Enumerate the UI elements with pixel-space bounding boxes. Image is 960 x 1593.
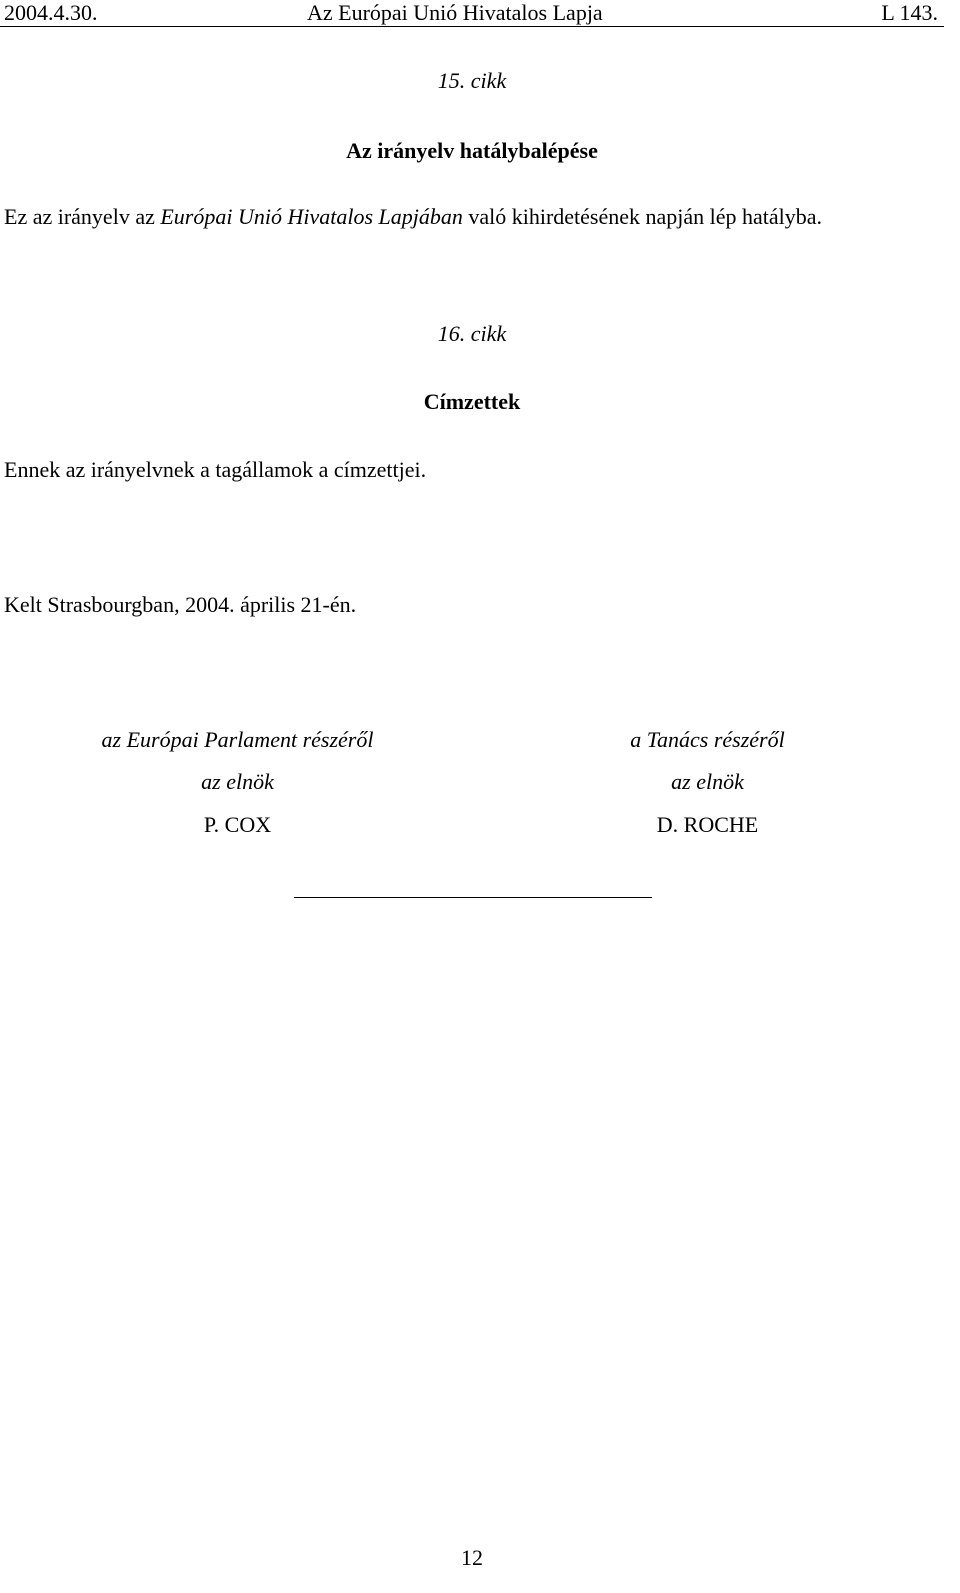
signature-left-role: az elnök xyxy=(201,769,274,794)
article-15-text xyxy=(4,202,822,232)
page-number: 12 xyxy=(461,1545,483,1570)
article-15-text-start: Ez az irányelv az xyxy=(4,204,161,229)
signature-left-institution: az Európai Parlament részéről xyxy=(101,727,374,752)
page-header xyxy=(0,0,944,27)
header-date: 2004.4.30. xyxy=(4,0,98,25)
article-15-title: Az irányelv hatálybalépése xyxy=(346,138,598,163)
header-journal-title: Az Európai Unió Hivatalos Lapja xyxy=(307,0,603,25)
article-15-text-end: való kihirdetésének napján lép hatályba. xyxy=(462,204,823,229)
place-and-date: Kelt Strasbourgban, 2004. április 21-én. xyxy=(4,592,357,617)
end-of-document-rule xyxy=(294,897,652,898)
article-16-title: Címzettek xyxy=(423,389,521,414)
signature-left-name: P. COX xyxy=(203,812,272,837)
article-15-text-journal: Európai Unió Hivatalos Lapjában xyxy=(160,204,463,229)
article-16-number: 16. cikk xyxy=(437,321,507,346)
signature-right-role: az elnök xyxy=(671,769,744,794)
article-16-text: Ennek az irányelvnek a tagállamok a címzettjei. xyxy=(4,457,427,482)
article-15-number: 15. cikk xyxy=(437,68,507,93)
signature-right-institution: a Tanács részéről xyxy=(630,727,785,752)
signature-right-name: D. ROCHE xyxy=(656,812,759,837)
header-reference: L 143. xyxy=(881,0,938,25)
